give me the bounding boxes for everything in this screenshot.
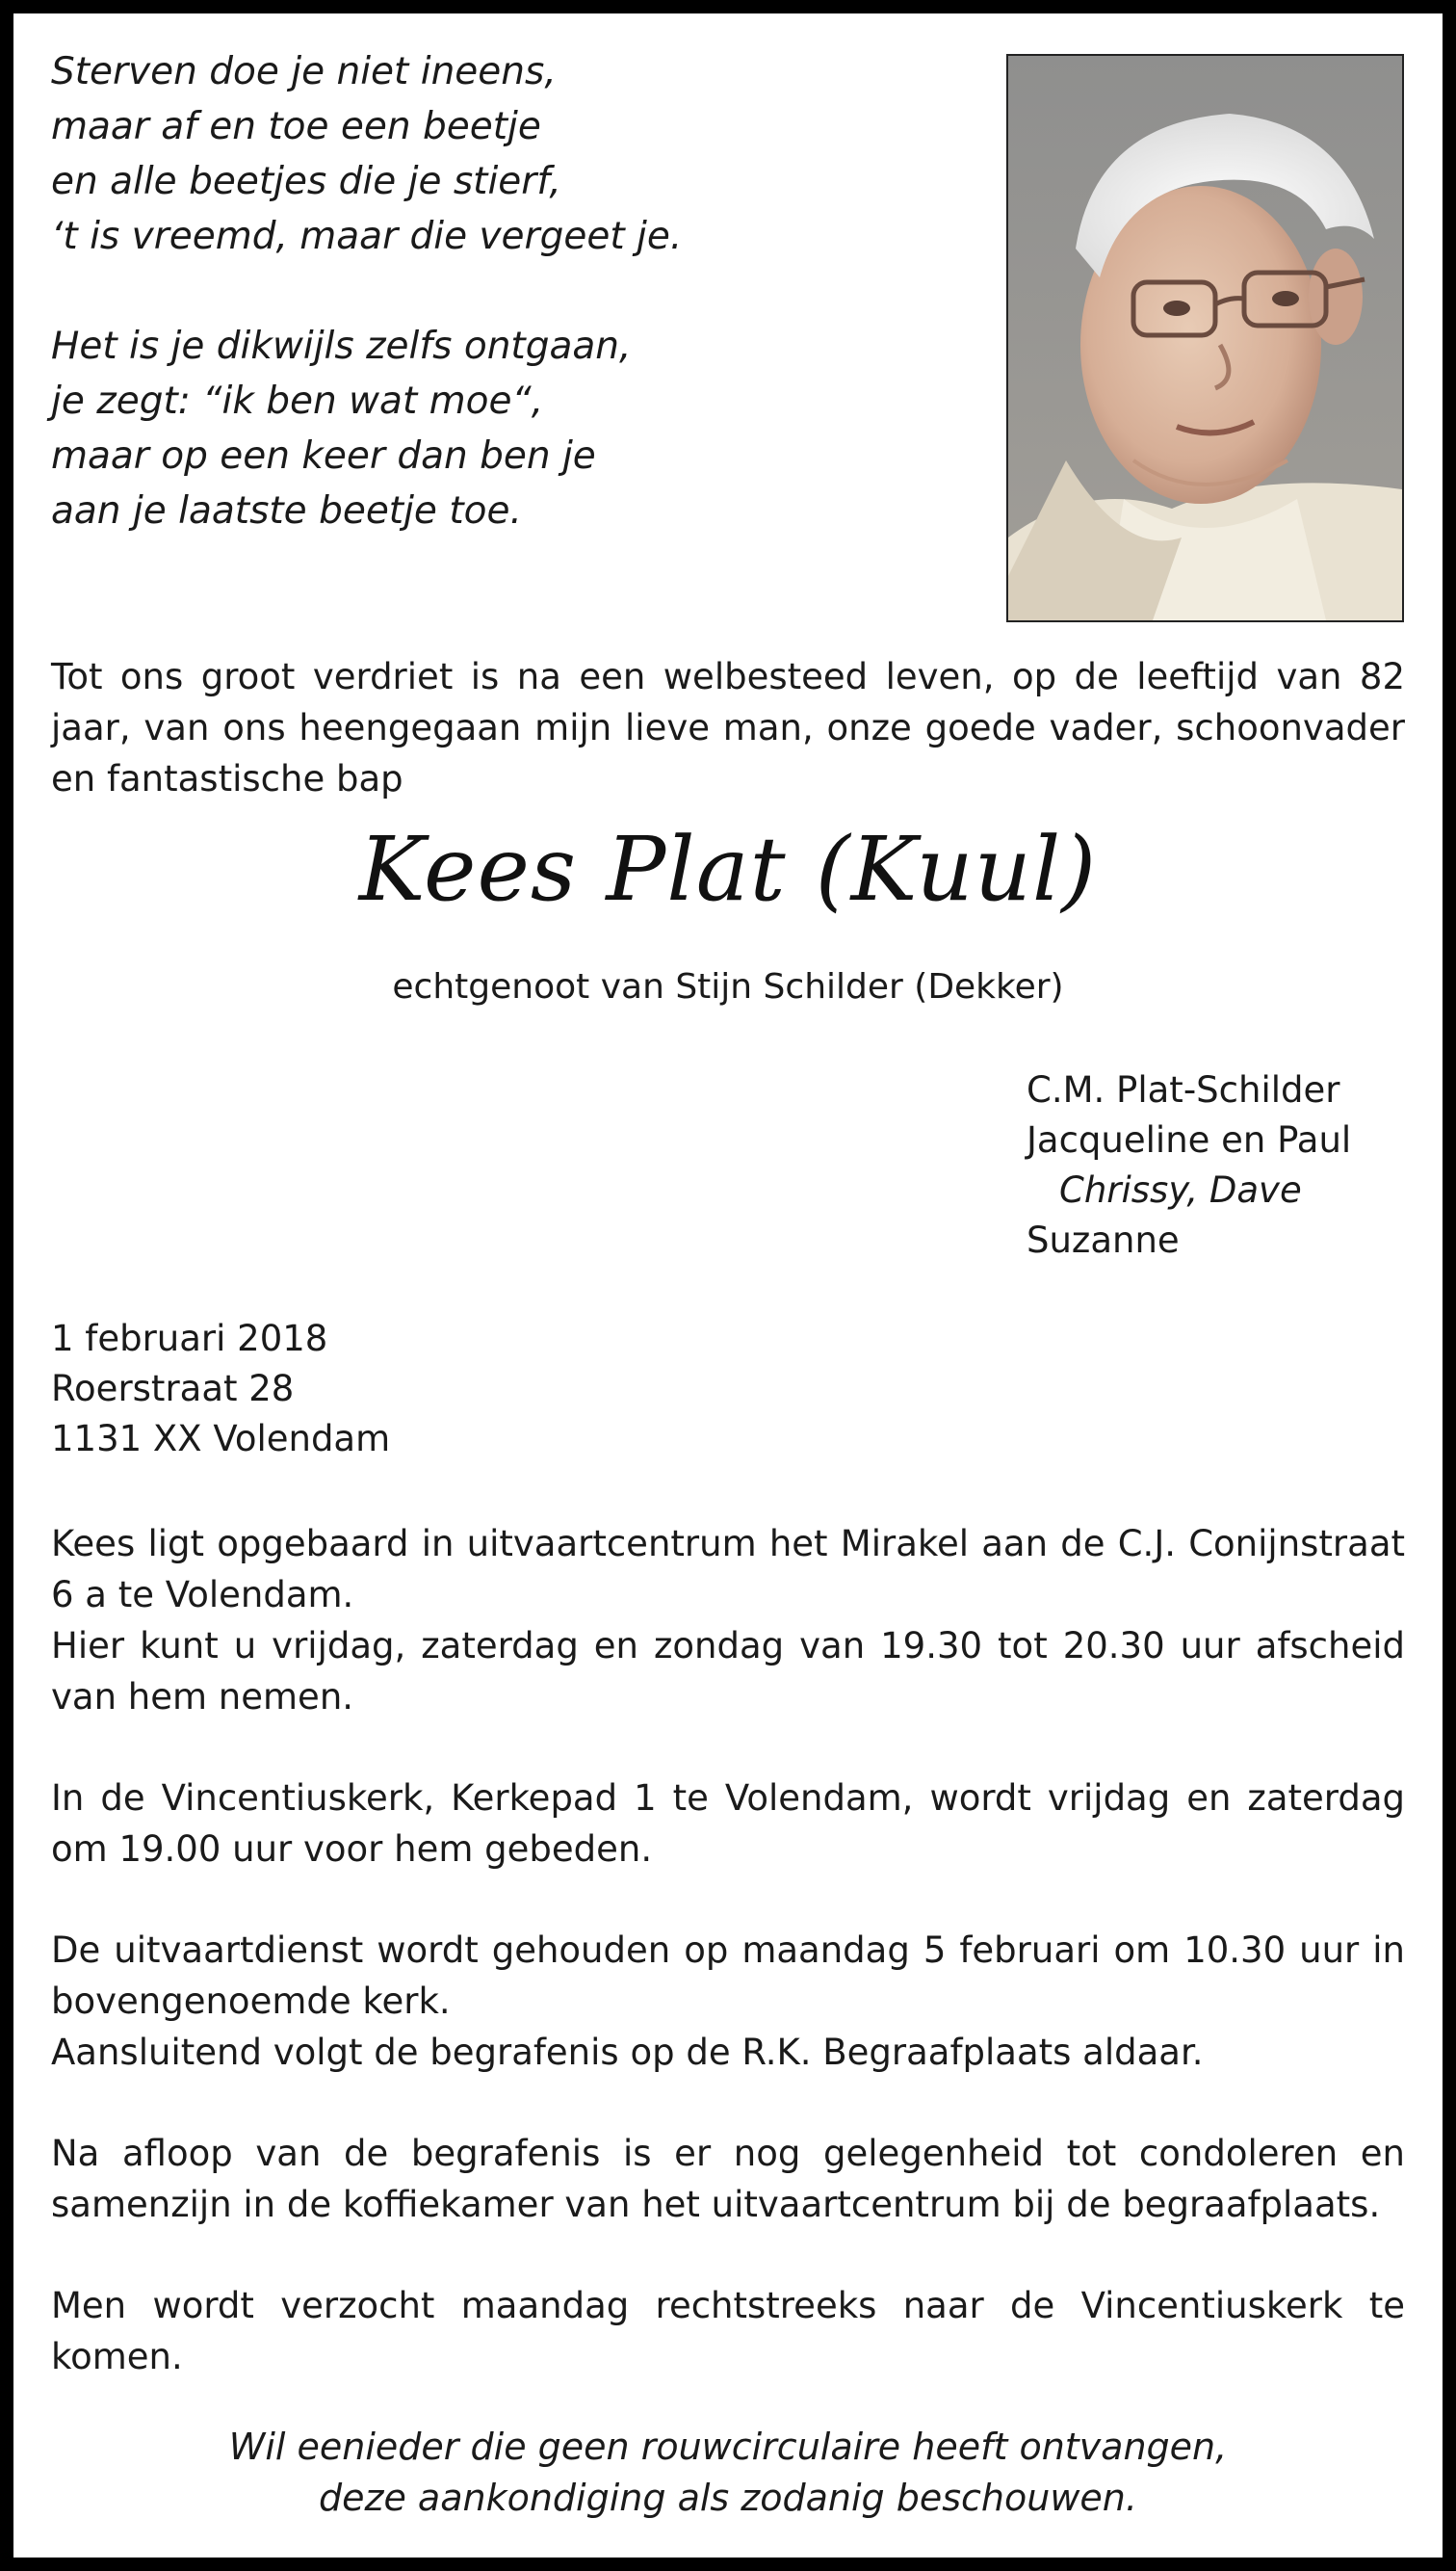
- portrait-photo: [1006, 54, 1404, 622]
- paragraph-text: In de Vincentiuskerk, Kerkepad 1 te Volendam, wordt vrijdag en zaterdag om 19.00 uur voor hem gebeden.: [51, 1777, 1405, 1870]
- poem-line: je zegt: “ik ben wat moe“,: [51, 380, 544, 423]
- paragraph-text: De uitvaartdienst wordt gehouden op maandag 5 februari om 10.30 uur in bovengenoemde kerk.: [51, 1929, 1405, 2022]
- paragraph-text: Men wordt verzocht maandag rechtstreeks naar de Vincentiuskerk te komen.: [51, 2285, 1405, 2377]
- intro-text: Tot ons groot verdriet is na een welbesteed leven, op de leeftijd van 82 jaar, van ons heengegaan mijn lieve man, onze goede vader, schoonvader en fantastische bap: [51, 656, 1405, 800]
- poem-line: en alle beetjes die je stierf,: [51, 160, 561, 203]
- poem-line: Het is je dikwijls zelfs ontgaan,: [51, 325, 632, 368]
- paragraph-text: Na afloop van de begrafenis is er nog gelegenheid tot condoleren en samenzijn in de koffiekamer van het uitvaartcentrum bij de begraafplaats.: [51, 2133, 1405, 2225]
- closing-line: deze aankondiging als zodanig beschouwen.: [319, 2477, 1137, 2519]
- family-member: Jacqueline en Paul: [1027, 1119, 1352, 1161]
- spouse-line: echtgenoot van Stijn Schilder (Dekker): [392, 967, 1064, 1007]
- poem: [51, 44, 975, 538]
- poem-line: maar op een keer dan ben je: [51, 434, 596, 478]
- family-grandchildren: Chrissy, Dave: [1059, 1169, 1302, 1211]
- paragraph-request: [51, 2280, 1405, 2382]
- family-member: Suzanne: [1027, 1220, 1180, 1261]
- address-city: 1131 XX Volendam: [51, 1418, 391, 1459]
- address-street: Roerstraat 28: [51, 1368, 295, 1409]
- poem-line: ‘t is vreemd, maar die vergeet je.: [51, 215, 683, 258]
- address-block: [51, 1314, 390, 1464]
- poem-line: aan je laatste beetje toe.: [51, 489, 522, 533]
- paragraph-viewing: [51, 1518, 1405, 1722]
- announcement-date: 1 februari 2018: [51, 1318, 328, 1359]
- details-paragraphs: [51, 1518, 1405, 2432]
- closing-line: Wil eenieder die geen rouwcirculaire heeft ontvangen,: [228, 2426, 1228, 2468]
- paragraph-service: [51, 1925, 1405, 2078]
- deceased-name: Kees Plat (Kuul): [358, 818, 1098, 921]
- closing-note: [0, 2422, 1456, 2524]
- family-member: C.M. Plat-Schilder: [1027, 1069, 1340, 1111]
- paragraph-condolence: [51, 2128, 1405, 2230]
- paragraph-prayer: [51, 1772, 1405, 1875]
- portrait-image: [1008, 56, 1402, 620]
- family-list: [1027, 1065, 1431, 1266]
- paragraph-text: Kees ligt opgebaard in uitvaartcentrum het Mirakel aan de C.J. Conijnstraat 6 a te Volendam.: [51, 1523, 1405, 1615]
- poem-line: Sterven doe je niet ineens,: [51, 50, 557, 93]
- poem-line: maar af en toe een beetje: [51, 105, 541, 148]
- paragraph-text: Aansluitend volgt de begrafenis op de R.K. Begraafplaats aldaar.: [51, 2032, 1204, 2073]
- paragraph-text: Hier kunt u vrijdag, zaterdag en zondag van 19.30 tot 20.30 uur afscheid van hem nemen.: [51, 1625, 1405, 1718]
